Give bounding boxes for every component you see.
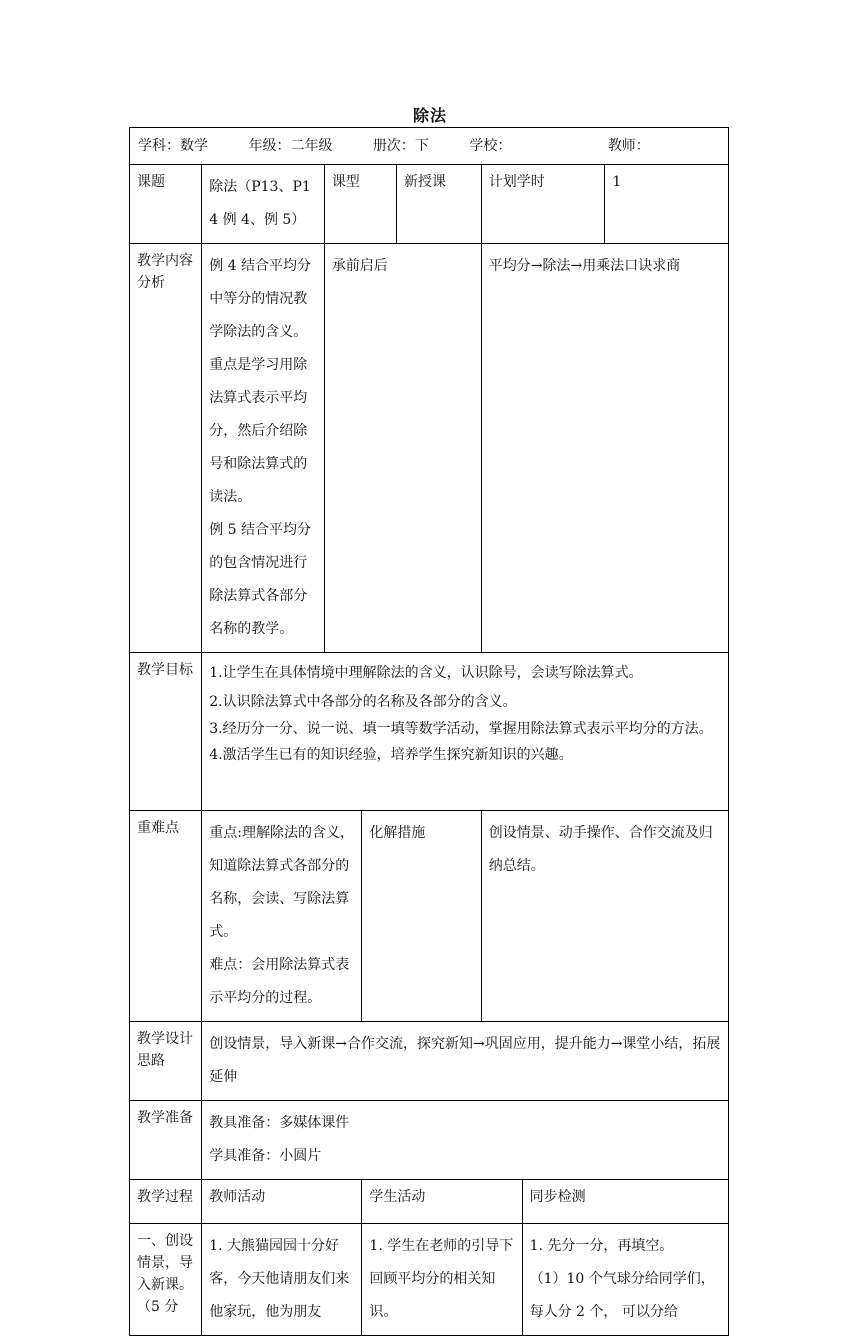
topic-value: 除法（P13、P14 例 4、例 5） [202, 165, 325, 244]
teacher-preparation: 教具准备：多媒体课件 [209, 1115, 350, 1131]
content-analysis-paragraph: 例 5 结合平均分的包含情况进行除法算式各部分名称的教学。 [209, 522, 312, 637]
objective-item: 1.让学生在具体情境中理解除法的含义，认识除号，会读写除法算式。 [209, 665, 643, 681]
student-activity-1: 1. 学生在老师的引导下回顾平均分的相关知识。 [362, 1224, 522, 1336]
teacher-activity-1: 1. 大熊猫园园十分好客，今天他请朋友们来他家玩，他为朋友 [202, 1224, 362, 1336]
lesson-type-value: 新授课 [396, 165, 481, 244]
subject-field: 学科：数学 [138, 138, 208, 154]
grade-field: 年级：二年级 [248, 138, 333, 154]
continuity-label: 承前启后 [324, 244, 481, 653]
preparation-value [202, 1101, 729, 1180]
sync-check-header: 同步检测 [522, 1180, 728, 1224]
continuity-value: 平均分→除法→用乘法口诀求商 [481, 244, 728, 653]
sync-check-line: 1. 先分一分，再填空。 [529, 1238, 674, 1254]
key-points-text [202, 811, 362, 1022]
sync-check-line: （1）10 个气球分给同学们，每人分 2 个， 可以分给 [529, 1271, 715, 1320]
objectives-label: 教学目标 [130, 653, 202, 811]
content-analysis-label: 教学内容分析 [130, 244, 202, 653]
header-row [130, 128, 729, 165]
measures-label: 化解措施 [362, 811, 481, 1022]
student-activity-header: 学生活动 [362, 1180, 522, 1224]
objective-item: 4.激活学生已有的知识经验，培养学生探究新知识的兴趣。 [209, 747, 573, 763]
teacher-activity-header: 教师活动 [202, 1180, 362, 1224]
preparation-label: 教学准备 [130, 1101, 202, 1180]
objectives-list [202, 653, 729, 811]
student-preparation: 学具准备：小圆片 [209, 1148, 322, 1164]
lesson-plan-table [129, 127, 729, 1336]
planned-hours-value: 1 [605, 165, 729, 244]
key-points-label: 重难点 [130, 811, 202, 1022]
key-point: 重点:理解除法的含义，知道除法算式各部分的名称，会读、写除法算式。 [209, 825, 354, 940]
process-label: 教学过程 [130, 1180, 202, 1224]
topic-label: 课题 [130, 165, 202, 244]
content-analysis-paragraph: 例 4 结合平均分中等分的情况教学除法的含义。重点是学习用除法算式表示平均分，然后介绍除号和除法算式的读法。 [209, 258, 312, 505]
measures-value: 创设情景、动手操作、合作交流及归纳总结。 [481, 811, 728, 1022]
sync-check-1 [522, 1224, 728, 1336]
planned-hours-label: 计划学时 [481, 165, 605, 244]
teacher-field: 教师： [607, 138, 650, 154]
process-stage-1: 一、创设情景，导入新课。（5 分 [130, 1224, 202, 1336]
school-field: 学校： [469, 138, 512, 154]
page-title: 除法 [412, 106, 447, 125]
lesson-type-label: 课型 [324, 165, 396, 244]
content-analysis-text [202, 244, 325, 653]
objective-item: 3.经历分一分、说一说、填一填等数学活动，掌握用除法算式表示平均分的方法。 [209, 721, 713, 737]
objective-item: 2.认识除法算式中各部分的名称及各部分的含义。 [209, 694, 517, 710]
volume-field: 册次：下 [372, 138, 429, 154]
difficulty-point: 难点：会用除法算式表示平均分的过程。 [209, 957, 350, 1006]
design-label: 教学设计思路 [130, 1022, 202, 1101]
design-value: 创设情景，导入新课→合作交流，探究新知→巩固应用，提升能力→课堂小结，拓展延伸 [202, 1022, 729, 1101]
